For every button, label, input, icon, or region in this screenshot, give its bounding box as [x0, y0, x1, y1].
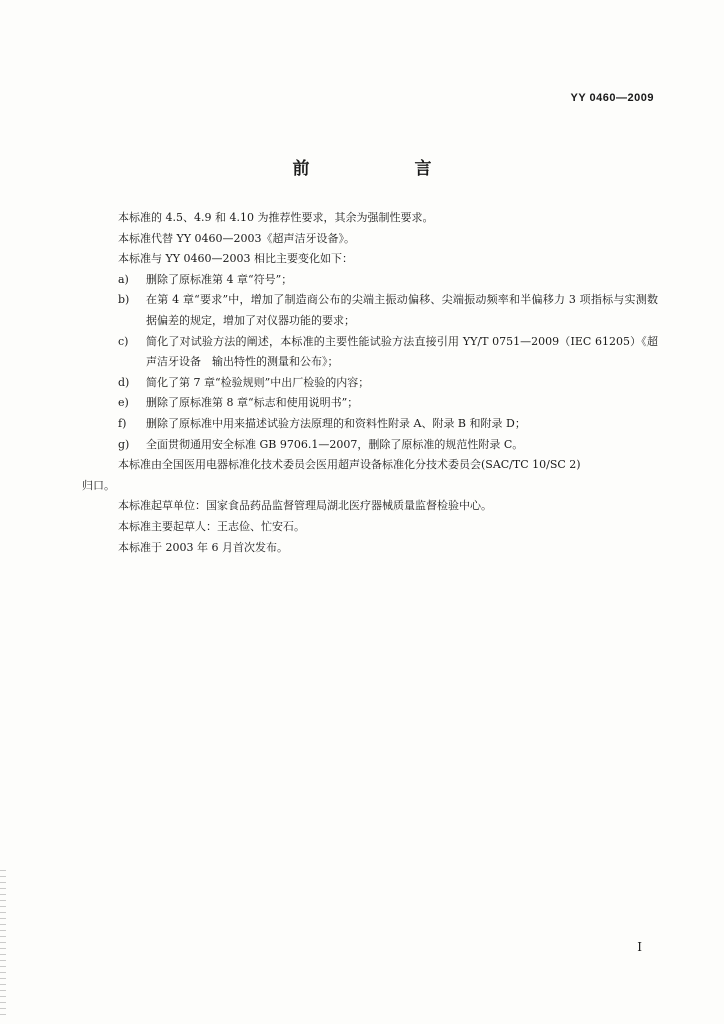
standard-number: YY 0460—2009: [570, 92, 654, 104]
list-item-label: g): [118, 437, 130, 451]
list-item-f: [88, 414, 658, 435]
list-item-e: [88, 393, 658, 414]
list-item-label: f): [118, 416, 127, 430]
paragraph-committee: 本标准由全国医用电器标准化技术委员会医用超声设备标准化分技术委员会(SAC/TC 10/SC 2): [118, 458, 581, 472]
list-item-c: [88, 332, 658, 373]
list-item-a: [88, 270, 658, 291]
foreword-body: [82, 208, 658, 558]
list-item-text: 全面贯彻通用安全标准 GB 9706.1—2007，删除了原标准的规范性附录 C。: [146, 437, 524, 451]
list-item-g: [88, 435, 658, 456]
list-item-text: 删除了原标准中用来描述试验方法原理的和资料性附录 A、附录 B 和附录 D；: [146, 416, 526, 430]
scan-edge-marks: [0, 870, 6, 1020]
list-item-label: d): [118, 375, 130, 389]
paragraph-changes-intro: 本标准与 YY 0460—2003 相比主要变化如下：: [118, 252, 354, 266]
list-item-label: a): [118, 272, 129, 286]
paragraph-committee-continuation: 归口。: [82, 478, 115, 492]
list-item-text: 删除了原标准第 8 章“标志和使用说明书”；: [146, 396, 359, 410]
list-item-label: b): [118, 293, 130, 307]
list-item-d: [88, 373, 658, 394]
list-item-label: e): [118, 396, 129, 410]
paragraph-recommended-requirements: 本标准的 4.5、4.9 和 4.10 为推荐性要求，其余为强制性要求。: [118, 211, 434, 224]
page-title: 前 言: [292, 159, 476, 179]
paragraph-first-published: 本标准于 2003 年 6 月首次发布。: [118, 540, 288, 554]
paragraph-drafters: 本标准主要起草人：王志俭、忙安石。: [118, 519, 305, 533]
page-number: I: [637, 940, 642, 954]
list-item-text: 删除了原标准第 4 章“符号”；: [146, 272, 293, 286]
list-item-text: 简化了对试验方法的阐述，本标准的主要性能试验方法直接引用 YY/T 0751—2009（IEC 61205）《超声洁牙设备 输出特性的测量和公布》；: [146, 334, 658, 369]
paragraph-replaces: 本标准代替 YY 0460—2003《超声洁牙设备》。: [118, 231, 356, 245]
list-item-text: 简化了第 7 章“检验规则”中出厂检验的内容；: [146, 375, 370, 389]
list-item-label: c): [118, 334, 129, 348]
list-item-b: [88, 290, 658, 331]
list-item-text: 在第 4 章“要求”中，增加了制造商公布的尖端主振动偏移、尖端振动频率和半偏移力 3 项指标与实测数据偏差的规定，增加了对仪器功能的要求；: [146, 293, 658, 327]
paragraph-drafting-unit: 本标准起草单位：国家食品药品监督管理局湖北医疗器械质量监督检验中心。: [118, 499, 492, 513]
